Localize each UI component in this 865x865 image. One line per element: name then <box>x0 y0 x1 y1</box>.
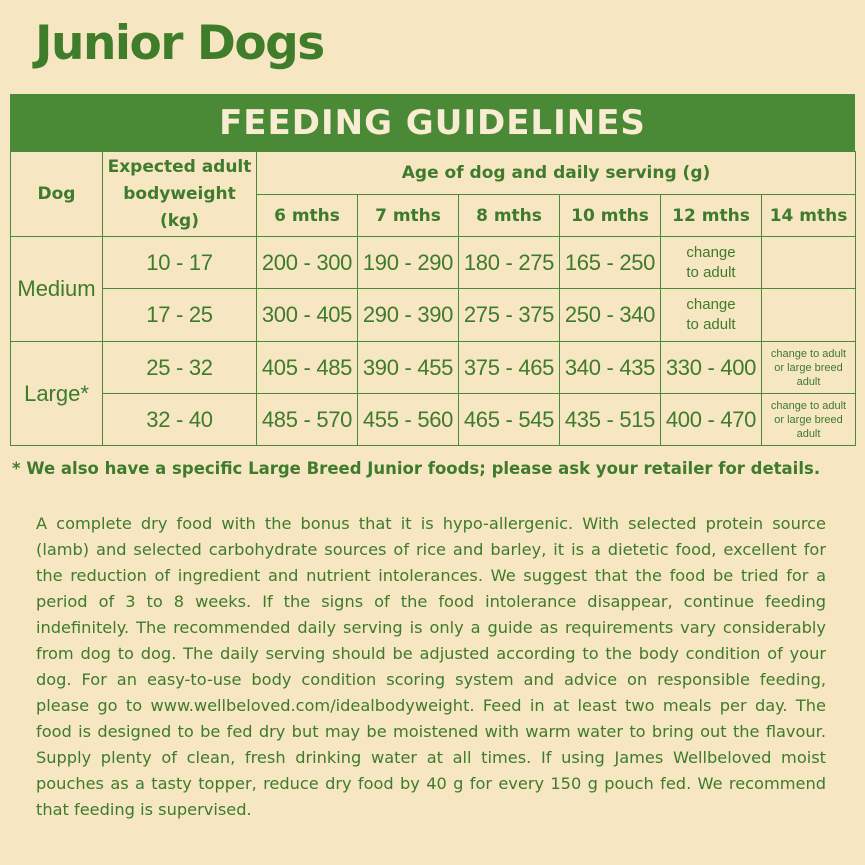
age-header: 7 mths <box>358 195 459 237</box>
dog-column-header: Dog <box>11 152 103 237</box>
serving-cell: 375 - 465 <box>459 342 560 394</box>
serving-cell: 190 - 290 <box>358 237 459 289</box>
serving-cell: 485 - 570 <box>257 394 358 446</box>
serving-cell <box>762 289 856 342</box>
serving-cell: 390 - 455 <box>358 342 459 394</box>
weight-cell: 25 - 32 <box>103 342 257 394</box>
table-row <box>11 342 856 394</box>
feeding-guidelines-banner: FEEDING GUIDELINES <box>10 94 855 151</box>
serving-cell: 300 - 405 <box>257 289 358 342</box>
serving-cell: 400 - 470 <box>661 394 762 446</box>
serving-cell: 435 - 515 <box>560 394 661 446</box>
dog-size-large: Large* <box>11 342 103 446</box>
feeding-table <box>10 151 856 446</box>
weight-cell: 17 - 25 <box>103 289 257 342</box>
serving-cell: 340 - 435 <box>560 342 661 394</box>
weight-cell: 32 - 40 <box>103 394 257 446</box>
age-group-header: Age of dog and daily serving (g) <box>257 152 856 195</box>
serving-cell: 275 - 375 <box>459 289 560 342</box>
age-header: 6 mths <box>257 195 358 237</box>
serving-cell: 165 - 250 <box>560 237 661 289</box>
serving-cell: change to adult <box>661 289 762 342</box>
table-row <box>11 394 856 446</box>
age-header: 8 mths <box>459 195 560 237</box>
table-row <box>11 289 856 342</box>
large-breed-footnote: * We also have a specific Large Breed Junior foods; please ask your retailer for details. <box>12 459 821 478</box>
serving-cell: 250 - 340 <box>560 289 661 342</box>
serving-cell <box>762 237 856 289</box>
serving-cell: change to adult or large breed adult <box>762 394 856 446</box>
serving-cell: 465 - 545 <box>459 394 560 446</box>
serving-cell: 180 - 275 <box>459 237 560 289</box>
weight-cell: 10 - 17 <box>103 237 257 289</box>
page-title: Junior Dogs <box>35 16 324 71</box>
serving-cell: 405 - 485 <box>257 342 358 394</box>
age-header: 14 mths <box>762 195 856 237</box>
table-row <box>11 237 856 289</box>
product-description: A complete dry food with the bonus that it is hypo-allergenic. With selected protein source (lamb) and selected carbohydrate sources of rice and barley, it is a dietetic food, excellent for the reduction of ingredient and nutrient intolerances. We suggest that the food be tried for a period of 3 to 8 weeks. If the signs of the food intolerance disappear, continue feeding indefinitely. The recommended daily serving is only a guide as requirements vary considerably from dog to dog. The daily serving should be adjusted according to the body condition of your dog. For an easy-to-use body condition scoring system and advice on responsible feeding, please go to www.wellbeloved.com/idealbodyweight. Feed in at least two meals per day. The food is designed to be fed dry but may be moistened with warm water to bring out the flavour. Supply plenty of clean, fresh drinking water at all times. If using James Wellbeloved moist pouches as a tasty topper, reduce dry food by 40 g for every 150 g pouch fed. We recommend that feeding is supervised. <box>36 514 826 819</box>
age-header: 12 mths <box>661 195 762 237</box>
serving-cell: 200 - 300 <box>257 237 358 289</box>
dog-size-medium: Medium <box>11 237 103 342</box>
serving-cell: 290 - 390 <box>358 289 459 342</box>
serving-cell: change to adult <box>661 237 762 289</box>
serving-cell: 455 - 560 <box>358 394 459 446</box>
age-header: 10 mths <box>560 195 661 237</box>
weight-column-header: Expected adult bodyweight (kg) <box>103 152 257 237</box>
serving-cell: 330 - 400 <box>661 342 762 394</box>
serving-cell: change to adult or large breed adult <box>762 342 856 394</box>
header-row-top <box>11 152 856 195</box>
